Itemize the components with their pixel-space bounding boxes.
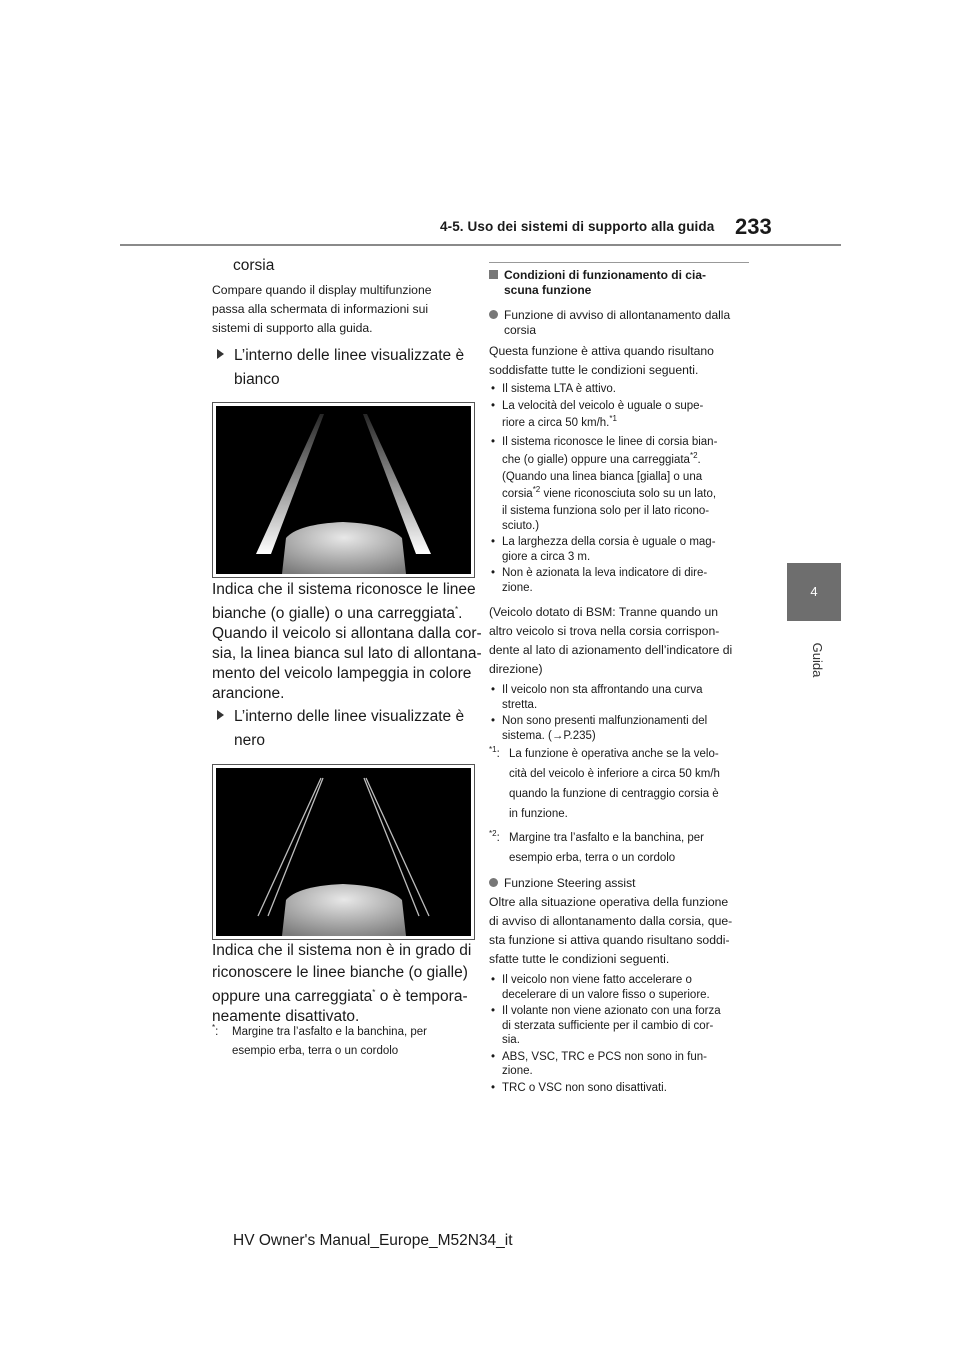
footnote-line: quando la funzione di centraggio corsia è — [509, 788, 719, 800]
text-line: sia, la linea bianca sul lato di allontana- — [212, 645, 482, 662]
text-line: neamente disattivato. — [212, 1008, 360, 1025]
item-line: L’interno delle linee visualizzate è — [234, 708, 465, 725]
list-item: • Il sistema LTA è attivo. — [489, 382, 751, 397]
footnote-line: cità del veicolo è inferiore a circa 50 km/h — [509, 768, 720, 780]
conditions-list-3 — [489, 973, 751, 1097]
footnote-line: in funzione. — [509, 808, 568, 820]
list-item: • La velocità del veicolo è uguale o supe- riore a circa 50 km/h.$^{*1}$ — [489, 399, 751, 434]
text-line: oppure una carreggiata* o è tempora- — [212, 987, 468, 1005]
display-image-white-lines — [212, 402, 475, 578]
text-line: sta funzione si attiva quando risultano soddi- — [489, 933, 730, 947]
section-heading: Condizioni di funzionamento di cia- scuna funzione — [489, 268, 751, 298]
arrow-icon — [217, 349, 224, 359]
bsm-note — [489, 603, 751, 679]
item-line: L’interno delle linee visualizzate è — [234, 347, 465, 364]
text-line: bianche (o gialle) o una carreggiata*. — [212, 604, 463, 622]
top-fragment: corsia — [233, 257, 275, 274]
text-line: dente al lato di azionamento dell’indicatore di — [489, 643, 733, 657]
circle-bullet-icon — [489, 310, 498, 319]
text-line: mento del veicolo lampeggia in colore — [212, 665, 472, 682]
intro-text — [212, 281, 474, 338]
text-line: riconoscere le linee bianche (o gialle) — [212, 964, 468, 981]
intro-line: sistemi di supporto alla guida. — [212, 321, 373, 335]
footnote-line: esempio erba, terra o un cordolo — [232, 1045, 399, 1057]
car-icon — [282, 884, 406, 936]
list-item: • Il volante non viene azionato con una forza di sterzata sufficiente per il cambio di cor- sia. — [489, 1004, 751, 1048]
footnote-left: *: Margine tra l’asfalto e la banchina, per esempio erba, terra o un cordolo — [212, 1023, 474, 1061]
display-screen — [216, 768, 471, 936]
item-black-lines — [217, 705, 464, 753]
footnote-line: esempio erba, terra o un cordolo — [509, 852, 676, 864]
circle-bullet-icon — [489, 878, 498, 887]
lane-departure-intro — [489, 342, 751, 380]
manual-footer: HV Owner's Manual_Europe_M52N34_it — [233, 1232, 513, 1249]
text-line: altro veicolo si trova nella corsia corrispon- — [489, 624, 720, 638]
subheading-lane-departure: Funzione di avviso di allontanamento dalla corsia — [489, 308, 751, 338]
item-line: nero — [234, 732, 266, 749]
list-item: • Il sistema riconosce le linee di corsia bian- che (o gialle) oppure una carreggiata$^{*2}$. (Quando una linea bianca [gialla] o una corsia$^{*2}$ viene riconosciuta solo su un lato, il sistema funziona solo per il lato ricono- sciuto.) — [489, 435, 751, 533]
text-line: Oltre alla situazione operativa della funzione — [489, 895, 729, 909]
text-line: Quando il veicolo si allontana dalla cor- — [212, 625, 482, 642]
list-item: • ABS, VSC, TRC e PCS non sono in fun- zione. — [489, 1050, 751, 1079]
text-line: arancione. — [212, 685, 285, 702]
list-item: • TRC o VSC non sono disattivati. — [489, 1081, 751, 1096]
square-bullet-icon — [489, 270, 498, 279]
list-item: • Il veicolo non sta affrontando una curva stretta. — [489, 683, 751, 712]
text-line: Indica che il sistema non è in grado di — [212, 942, 472, 959]
list-item: • Il veicolo non viene fatto accelerare o decelerare di un valore fisso o superiore. — [489, 973, 751, 1002]
item-white-lines — [217, 344, 464, 392]
footnote-2: $^{*2}$: Margine tra l’asfalto e la banchina, per esempio erba, terra o un cordolo — [489, 828, 751, 868]
footnote-1: $^{*1}$: La funzione è operativa anche se la velo- cità del veicolo è inferiore a circa 50 km/h quando la funzione di centraggio corsia è in funzione. — [489, 744, 751, 824]
text-line: di avviso di allontanamento dalla corsia, que- — [489, 914, 733, 928]
car-icon — [282, 522, 406, 574]
arrow-icon — [217, 710, 224, 720]
display-image-black-lines — [212, 764, 475, 940]
list-item: • Non è azionata la leva indicatore di dire- zione. — [489, 566, 751, 595]
intro-line: passa alla schermata di informazioni sui — [212, 302, 429, 316]
intro-line: Compare quando il display multifunzione — [212, 283, 432, 297]
text-line: (Veicolo dotato di BSM: Tranne quando un — [489, 605, 719, 619]
text-line: Questa funzione è attiva quando risultano — [489, 344, 714, 358]
conditions-list-1 — [489, 382, 751, 597]
arrow-right-icon: → — [551, 729, 564, 742]
header-divider — [120, 244, 841, 246]
description-black — [212, 941, 482, 1027]
footnote-line: Margine tra l’asfalto e la banchina, per — [232, 1026, 427, 1038]
steering-assist-intro — [489, 893, 751, 969]
subheading-steering-assist: Funzione Steering assist — [489, 876, 751, 891]
conditions-list-2 — [489, 683, 751, 745]
chapter-tab: 4 — [787, 563, 841, 621]
item-line: bianco — [234, 371, 280, 388]
text-line: sfatte tutte le condizioni seguenti. — [489, 952, 670, 966]
section-title: 4-5. Uso dei sistemi di supporto alla guida — [440, 219, 715, 234]
text-line: Indica che il sistema riconosce le linee — [212, 581, 476, 598]
section-divider — [489, 262, 749, 263]
list-item: • Non sono presenti malfunzionamenti del sistema. (→P.235) — [489, 714, 751, 743]
chapter-label: Guida — [810, 642, 825, 678]
text-line: soddisfatte tutte le condizioni seguenti. — [489, 363, 699, 377]
display-screen — [216, 406, 471, 574]
list-item: • La larghezza della corsia è uguale o mag- giore a circa 3 m. — [489, 535, 751, 564]
description-white — [212, 580, 482, 704]
page-number: 233 — [735, 214, 772, 239]
text-line: direzione) — [489, 662, 543, 676]
